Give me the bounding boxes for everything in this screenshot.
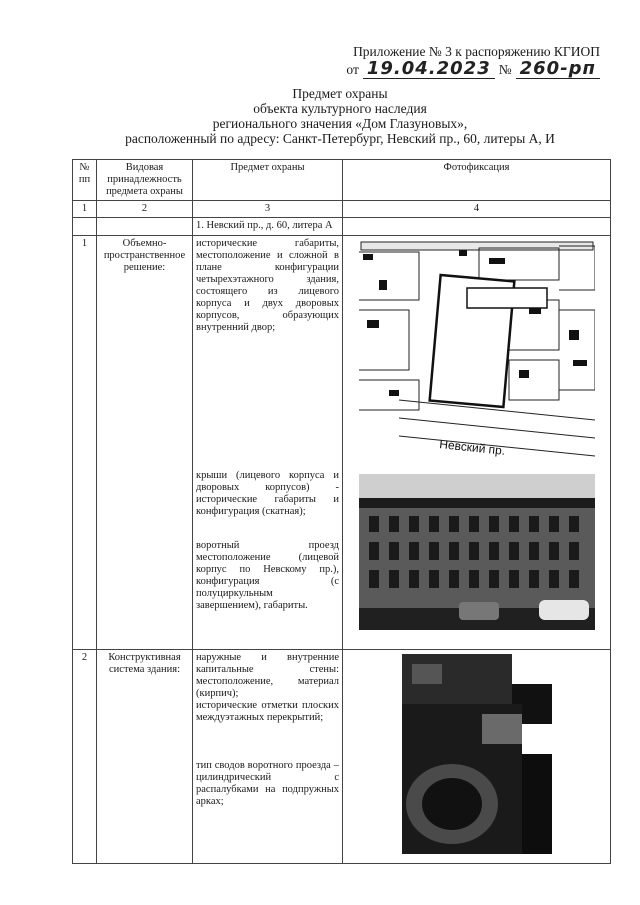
header-photo: Фотофиксация	[343, 160, 611, 201]
column-number-row	[73, 201, 611, 218]
item-text: тип сводов воротного проезда – цилиндрический с распалубками на подпружных арках;	[196, 760, 339, 807]
column-number: 2	[97, 201, 193, 218]
row-category: Объемно-пространственное решение:	[97, 236, 193, 650]
empty-cell	[343, 218, 611, 236]
document-title	[60, 86, 620, 146]
column-number: 1	[73, 201, 97, 218]
header-num: № пп	[73, 160, 97, 201]
row-number: 1	[73, 236, 97, 650]
appendix-from: от	[346, 62, 359, 77]
photo-cell	[343, 650, 611, 864]
section-title: 1. Невский пр., д. 60, литера А	[193, 218, 343, 236]
appendix-date: 19.04.2023	[363, 60, 495, 79]
site-plan-map	[359, 240, 595, 468]
column-number: 4	[343, 201, 611, 218]
header-subject: Предмет охраны	[193, 160, 343, 201]
empty-cell	[73, 218, 97, 236]
title-line: объекта культурного наследия	[253, 101, 427, 116]
item-text: исторические габариты, местоположение и сложной в плане конфигурации четырехэтажного здания, состоящего из лицевого корпуса и двух дворовых корпусов, образующих внутренний двор;	[196, 238, 339, 333]
title-line: Предмет охраны	[292, 86, 388, 101]
title-line: расположенный по адресу: Санкт-Петербург, Невский пр., 60, литеры А, И	[125, 131, 555, 146]
section-row	[73, 218, 611, 236]
empty-cell	[97, 218, 193, 236]
item-text: крыши (лицевого корпуса и дворовых корпусов) - исторические габариты и конфигурация (скатная);	[196, 470, 339, 517]
row-items	[193, 236, 343, 650]
column-number: 3	[193, 201, 343, 218]
table-header-row	[73, 160, 611, 201]
photo-cell	[343, 236, 611, 650]
item-text: исторические отметки плоских междуэтажных перекрытий;	[196, 700, 339, 723]
row-category: Конструктивная система здания:	[97, 650, 193, 864]
protection-table	[72, 159, 611, 864]
header-category: Видовая принадлежность предмета охраны	[97, 160, 193, 201]
item-text: воротный проезд местоположение (лицевой корпус по Невскому пр.), конфигурация (с полуциркульным завершением), габариты.	[196, 540, 339, 611]
appendix-line: Приложение № 3 к распоряжению КГИОП	[353, 44, 600, 59]
map-street-label: Невский пр.	[438, 437, 506, 458]
item-text: наружные и внутренние капитальные стены: местоположение, материал (кирпич);	[196, 652, 339, 699]
title-line: регионального значения «Дом Глазуновых»,	[212, 116, 468, 131]
vault-photo	[402, 654, 552, 854]
row-items	[193, 650, 343, 864]
row-number: 2	[73, 650, 97, 864]
table-row	[73, 650, 611, 864]
table-row	[73, 236, 611, 650]
facade-photo	[359, 474, 595, 630]
appendix-no-sign: №	[498, 62, 512, 77]
appendix-date-line	[300, 60, 600, 79]
appendix-number: 260-рп	[516, 60, 600, 79]
appendix-header	[300, 44, 600, 79]
